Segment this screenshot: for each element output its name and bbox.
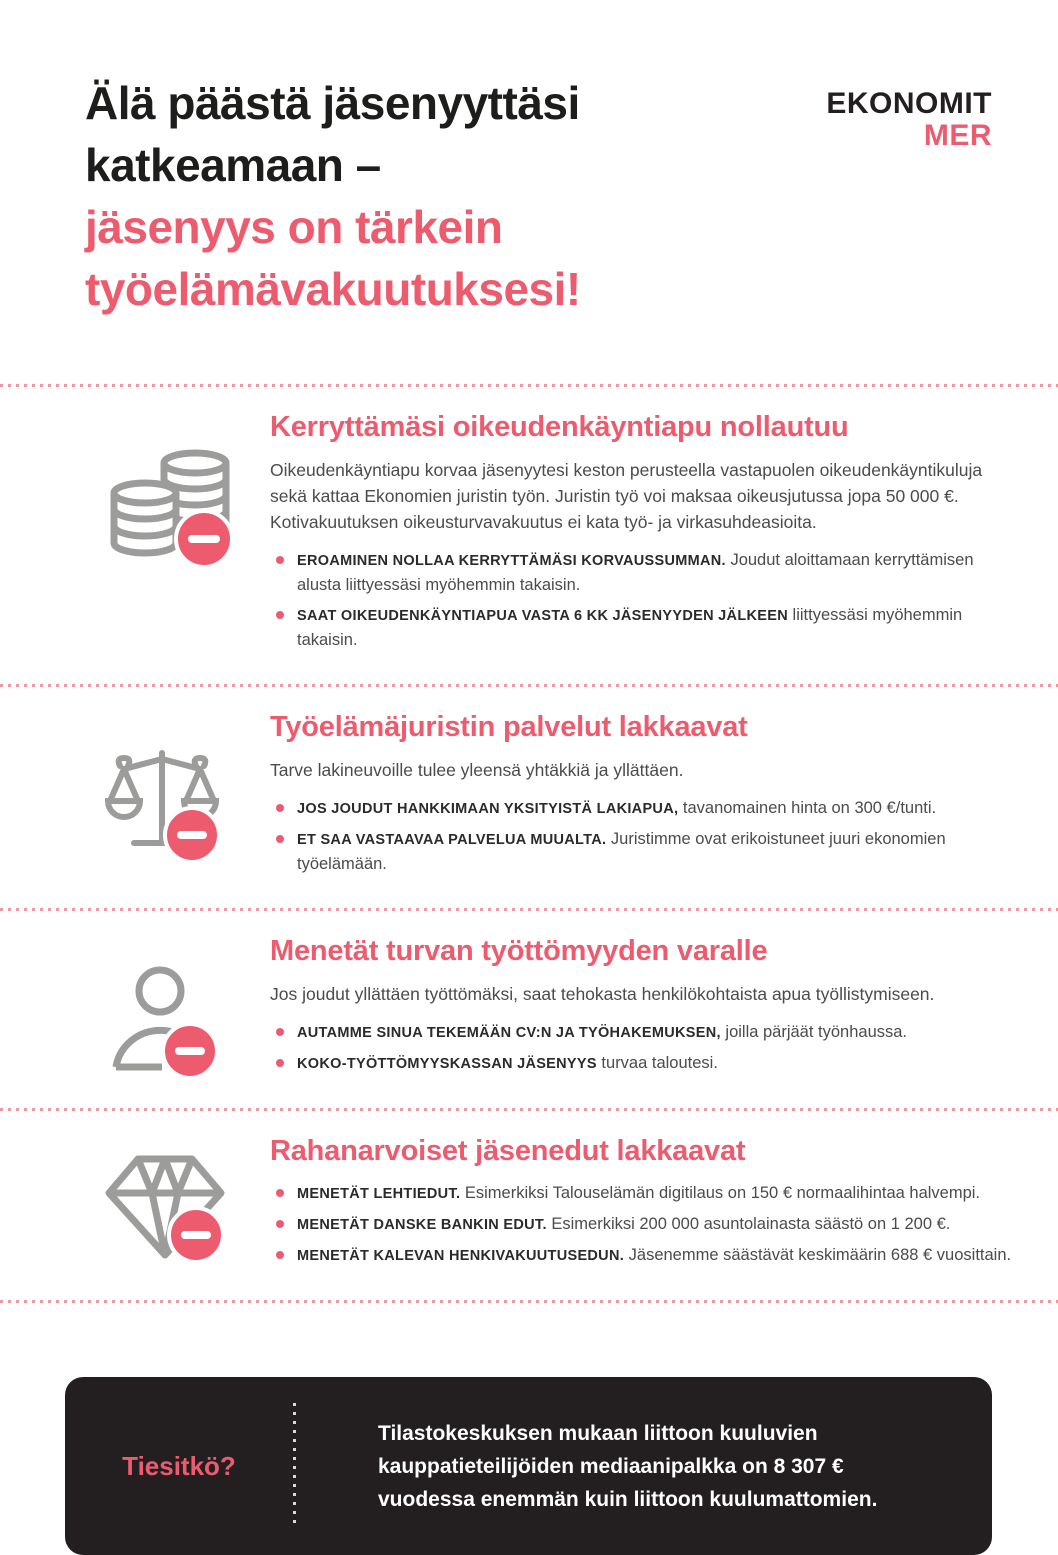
- bullet-tail: Esimerkiksi Talouselämän digitilaus on 150 € normaalihintaa halvempi.: [460, 1184, 981, 1202]
- coins-minus-icon: [100, 439, 240, 571]
- bullet-lead: ET SAA VASTAAVAA PALVELUA MUUALTA.: [297, 832, 607, 848]
- bullet-item: [270, 1051, 1018, 1076]
- bullet-lead: KOKO-TYÖTTÖMYYSKASSAN JÄSENYYS: [297, 1056, 597, 1072]
- minus-badge-icon: [163, 1024, 217, 1078]
- bullet-list: [270, 796, 1018, 876]
- bullet-lead: AUTAMME SINUA TEKEMÄÄN CV:N JA TYÖHAKEMUKSEN,: [297, 1025, 721, 1041]
- bullet-lead: EROAMINEN NOLLAA KERRYTTÄMÄSI KORVAUSSUMMAN.: [297, 553, 726, 569]
- section-intro: Tarve lakineuvoille tulee yleensä yhtäkkiä ja yllättäen.: [270, 760, 684, 780]
- section-icon-column: [0, 411, 270, 658]
- bullet-tail: joilla pärjäät työnhaussa.: [720, 1023, 908, 1041]
- diamond-minus-icon: [100, 1147, 232, 1265]
- section-intro: Oikeudenkäyntiapu korvaa jäsenyytesi keston perusteella vastapuolen oikeudenkäyntikuluja sekä kattaa Ekonomien juristin työn. Juristin työ voi maksaa oikeusjutussa jopa 50 000 €. Kotivakuutuksen oikeusturvavakuutus ei kata työ- ja virkasuhdeasioita.: [270, 460, 983, 532]
- minus-badge-icon: [169, 1208, 223, 1262]
- bullet-lead: MENETÄT LEHTIEDUT.: [297, 1186, 461, 1202]
- logo-wordmark-secondary: MER: [923, 118, 992, 152]
- section-heading: Työelämäjuristin palvelut lakkaavat: [270, 711, 748, 743]
- bullet-item: [270, 548, 1018, 597]
- title-line-pink: jäsenyys on tärkein: [85, 201, 503, 253]
- bullet-tail: turvaa taloutesi.: [596, 1054, 718, 1072]
- section-member-benefits: [0, 1111, 1058, 1300]
- page-title: [85, 72, 581, 320]
- title-line-pink: työelämävakuutuksesi!: [85, 263, 581, 315]
- section-heading: Menetät turvan työttömyyden varalle: [270, 935, 768, 967]
- section-icon-column: [0, 1135, 270, 1274]
- bullet-tail: tavanomainen hinta on 300 €/tunti.: [678, 799, 937, 817]
- bullet-item: [270, 603, 1018, 652]
- section-content: [270, 1135, 1018, 1274]
- dotted-divider: [0, 1300, 1058, 1303]
- bullet-list: [270, 1181, 1018, 1268]
- bullet-tail: Juristimme ovat erikoistuneet juuri ekonomien työelämään.: [297, 830, 946, 873]
- did-you-know-text: Tilastokeskuksen mukaan liittoon kuuluvien kauppatieteilijöiden mediaanipalkka on 8 307 € vuodessa enemmän kuin liittoon kuulumattomien.: [378, 1421, 878, 1511]
- scales-minus-icon: [100, 739, 230, 865]
- bullet-lead: MENETÄT DANSKE BANKIN EDUT.: [297, 1217, 547, 1233]
- bullet-item: [270, 1243, 1018, 1268]
- bullet-lead: SAAT OIKEUDENKÄYNTIAPUA VASTA 6 KK JÄSENYYDEN JÄLKEEN: [297, 608, 788, 624]
- bullet-tail: Jäsenemme säästävät keskimäärin 688 € vuosittain.: [624, 1246, 1012, 1264]
- bullet-item: [270, 827, 1018, 876]
- bullet-lead: JOS JOUDUT HANKKIMAAN YKSITYISTÄ LAKIAPUA,: [297, 801, 679, 817]
- section-heading: Kerryttämäsi oikeudenkäyntiapu nollautuu: [270, 411, 849, 443]
- section-legal-aid: [0, 387, 1058, 684]
- minus-badge-icon: [176, 511, 232, 567]
- section-content: [270, 711, 1018, 882]
- bullet-item: [270, 796, 1018, 821]
- title-line-black: Älä päästä jäsenyyttäsi: [85, 77, 580, 129]
- bullet-tail: Joudut aloittamaan kerryttämisen alusta liittyessäsi myöhemmin takaisin.: [297, 551, 974, 594]
- bullet-list: [270, 548, 1018, 652]
- person-minus-icon: [100, 963, 224, 1079]
- section-unemployment-security: [0, 911, 1058, 1108]
- bullet-item: [270, 1212, 1018, 1237]
- page-header: [0, 0, 1058, 320]
- benefit-sections: [0, 384, 1058, 1303]
- did-you-know-box: [65, 1377, 992, 1555]
- ekonomit-logo: [826, 88, 992, 151]
- bullet-tail: Esimerkiksi 200 000 asuntolainasta säästö on 1 200 €.: [546, 1215, 951, 1233]
- section-lawyer-services: [0, 687, 1058, 908]
- bullet-list: [270, 1020, 1018, 1076]
- section-content: [270, 411, 1018, 658]
- title-line-black: katkeamaan –: [85, 139, 381, 191]
- logo-wordmark-primary: EKONOMIT: [826, 87, 992, 120]
- minus-badge-icon: [165, 808, 219, 862]
- section-icon-column: [0, 935, 270, 1082]
- section-icon-column: [0, 711, 270, 882]
- bullet-lead: MENETÄT KALEVAN HENKIVAKUUTUSEDUN.: [297, 1248, 625, 1264]
- bullet-item: [270, 1181, 1018, 1206]
- did-you-know-label: Tiesitkö?: [122, 1450, 236, 1481]
- bullet-tail: liittyessäsi myöhemmin takaisin.: [297, 606, 963, 649]
- section-intro: Jos joudut yllättäen työttömäksi, saat tehokasta henkilökohtaista apua työllistymiseen.: [270, 984, 935, 1004]
- section-content: [270, 935, 1018, 1082]
- section-heading: Rahanarvoiset jäsenedut lakkaavat: [270, 1135, 746, 1167]
- did-you-know-label-column: [65, 1451, 293, 1482]
- bullet-item: [270, 1020, 1018, 1045]
